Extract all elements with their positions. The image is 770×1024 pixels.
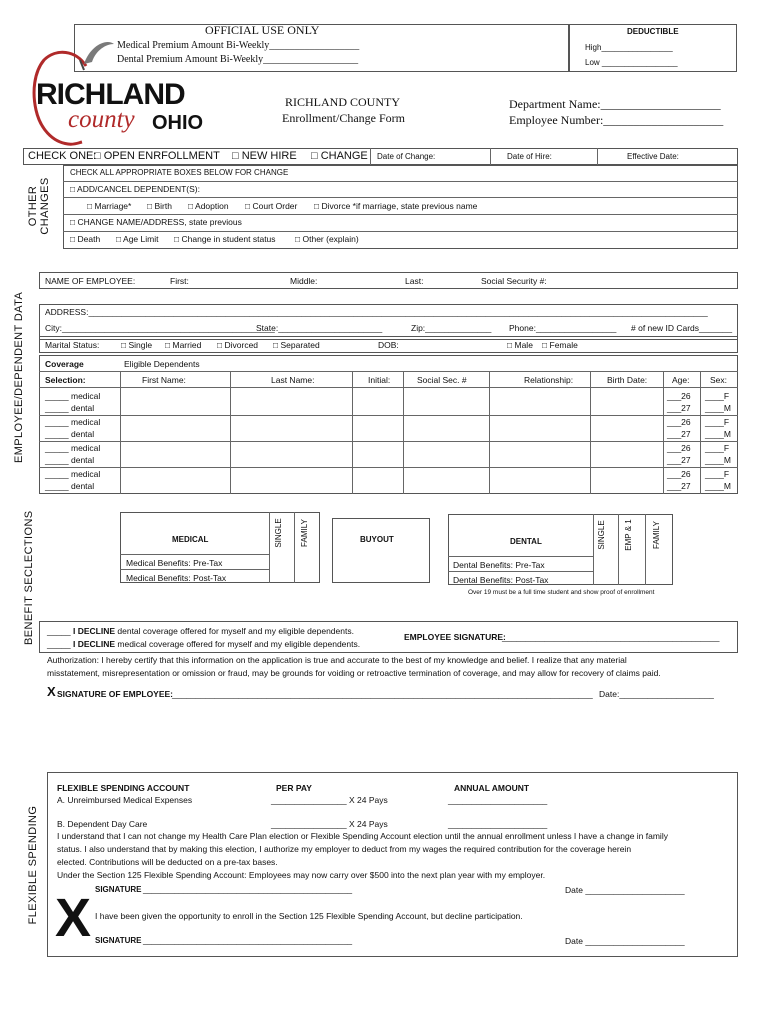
dep3-sex-f[interactable]: ____F [705,443,730,453]
fsa-a-annual-field[interactable]: _____________________ [448,795,548,805]
department-name-field[interactable]: Department Name:____________________ [509,97,721,111]
date-of-change-label: Date of Change: [377,152,436,161]
divorce-checkbox[interactable]: □ Divorce *if marriage, state previous name [314,201,478,211]
buyout-header: BUYOUT [360,535,394,544]
other-explain-checkbox[interactable]: □ Other (explain) [295,234,359,244]
other-side-1: OTHER [27,185,39,227]
medical-family-label: FAMILY [300,519,309,547]
marriage-checkbox[interactable]: □ Marriage* [87,201,132,211]
deductible-title: DEDUCTIBLE [627,27,679,36]
dob-label: DOB: [378,340,399,350]
over19-note: Over 19 must be a full time student and show proof of enrollment [468,589,655,596]
employee-name-row [39,272,738,289]
dep2-age27[interactable]: ___27 [667,429,691,439]
change-name-address-checkbox[interactable]: □ CHANGE NAME/ADDRESS, state previous [70,217,242,227]
date-of-hire-label: Date of Hire: [507,152,552,161]
dep4-medical[interactable]: _____ medical [45,469,101,479]
auth-date-field[interactable]: Date:____________________ [599,689,714,699]
change-checkbox[interactable]: □ CHANGE [311,150,368,162]
new-hire-checkbox[interactable]: □ NEW HIRE [232,150,297,162]
county-name: RICHLAND COUNTY [285,95,400,109]
fsa-paragraph-3: elected. Contributions will be deducted on a pre-tax bases. [57,857,278,867]
dental-header: DENTAL [510,537,542,546]
separated-checkbox[interactable]: □ Separated [273,340,320,350]
dep1-age27[interactable]: ___27 [667,403,691,413]
open-enrollment-checkbox[interactable]: □ OPEN ENRFOLLMENT [94,150,220,162]
student-status-checkbox[interactable]: □ Change in student status [174,234,276,244]
female-checkbox[interactable]: □ Female [542,340,578,350]
richland-county-logo [16,40,216,150]
decline-medical[interactable] [47,639,360,649]
fsa-signature-2-field[interactable]: _______________________________________________ [143,936,353,945]
first-name-label: First: [170,276,189,286]
fsa-signature-1-field[interactable]: _______________________________________________ [143,885,353,894]
state-field[interactable]: State:______________________ [256,323,383,333]
authorization-line2: misstatement, misrepresentation or omission or fraud, may be grounds for voiding or retroactive termination of coverage, and may allow for recovery of claims paid. [47,668,661,678]
dep3-dental[interactable]: _____ dental [45,455,95,465]
adoption-checkbox[interactable]: □ Adoption [188,201,229,211]
logo-richland: RICHLAND [36,78,185,111]
selection-label: Selection: [45,375,86,385]
add-cancel-dependent-checkbox[interactable]: □ ADD/CANCEL DEPENDENT(S): [70,184,200,194]
dep1-sex-m[interactable]: ____M [705,403,731,413]
dep-first-name-header: First Name: [142,375,186,385]
dep4-dental[interactable]: _____ dental [45,481,95,491]
fsa-date-2-field[interactable]: Date _____________________ [565,936,685,946]
birth-checkbox[interactable]: □ Birth [147,201,172,211]
decline-medical-keyword: I DECLINE [73,639,116,649]
signature-of-employee-field[interactable]: _________________________________________________________________________________________ [172,689,593,699]
check-all-label: CHECK ALL APPROPRIATE BOXES BELOW FOR CHANGE [70,168,289,177]
dep2-dental[interactable]: _____ dental [45,429,95,439]
dep-age-header: Age: [672,375,690,385]
flexible-spending-side-label: FLEXIBLE SPENDING [27,805,39,925]
dental-emp1-label: EMP & 1 [624,519,633,551]
logo-ohio: OHIO [152,112,204,134]
fsa-signature-2-label: SIGNATURE [95,936,142,945]
last-name-label: Last: [405,276,424,286]
dep-initial-header: Initial: [368,375,391,385]
zip-field[interactable]: Zip:______________ [411,323,492,333]
buyout-box[interactable] [332,518,430,583]
decline-dental-text: dental coverage offered for myself and my eligible dependents. [115,626,354,636]
form-title: Enrollment/Change Form [282,111,405,125]
marital-status-label: Marital Status: [45,340,100,350]
dep1-sex-f[interactable]: ____F [705,391,730,401]
fsa-paragraph-1: I understand that I can not change my Health Care Plan election or Flexible Spending Account election until the annual enrollment unless I have a change in family [57,831,668,841]
dep-relationship-header: Relationship: [524,375,574,385]
per-pay-header: PER PAY [276,783,312,793]
medical-premium-field[interactable]: Medical Premium Amount Bi-Weekly__________________ [117,40,360,51]
dep1-dental[interactable]: _____ dental [45,403,95,413]
fsa-option-b: B. Dependent Day Care [57,819,148,829]
id-cards-field[interactable]: # of new ID Cards_______ [631,323,733,333]
address-field[interactable]: ADDRESS:___________________________________________________________________________________________________________________________________ [45,307,708,317]
dental-single-label: SINGLE [597,520,606,550]
fsa-date-1-field[interactable]: Date _____________________ [565,885,685,895]
dep-socsec-header: Social Sec. # [417,375,467,385]
dental-posttax-option[interactable]: Dental Benefits: Post-Tax [453,575,549,585]
dep2-medical[interactable]: _____ medical [45,417,101,427]
fsa-option-a: A. Unreimbursed Medical Expenses [57,795,193,805]
official-title: OFFICIAL USE ONLY [205,23,320,37]
fsa-decline-text: I have been given the opportunity to enroll in the Section 125 Flexible Spending Account, but decline participation. [95,911,523,921]
dep-last-name-header: Last Name: [271,375,315,385]
deductible-high-field[interactable]: High________________ [585,43,673,52]
employee-signature-field[interactable]: ______________________________________________ [502,632,720,642]
dep1-medical[interactable]: _____ medical [45,391,101,401]
dep3-sex-m[interactable]: ____M [705,455,731,465]
fsa-b-per-pay-field[interactable]: ________________ X 24 Pays [271,819,388,829]
divorced-checkbox[interactable]: □ Divorced [217,340,259,350]
single-checkbox[interactable]: □ Single [121,340,153,350]
check-one-label: CHECK ONE: [28,150,97,162]
decline-medical-text: medical coverage offered for myself and my eligible dependents. [115,639,361,649]
dep4-sex-f[interactable]: ____F [705,469,730,479]
dep-birthdate-header: Birth Date: [607,375,648,385]
x-mark: X [47,684,56,699]
dental-premium-field[interactable]: Dental Premium Amount Bi-Weekly___________________ [117,54,359,65]
fsa-decline-x: X [55,888,92,948]
other-changes-side-label [27,176,53,236]
phone-field[interactable]: Phone:_________________ [509,323,617,333]
logo-county: county [68,106,135,133]
dep4-age26[interactable]: ___26 [667,469,691,479]
coverage-label: Coverage [45,359,84,369]
dep4-sex-m[interactable]: ____M [705,481,731,491]
dep4-age27[interactable]: ___27 [667,481,691,491]
dep2-sex-f[interactable]: ____F [705,417,730,427]
decline-medical-blank[interactable]: _____ [47,639,73,649]
signature-of-employee-label: SIGNATURE OF EMPLOYEE: [57,689,174,699]
medical-single-label: SINGLE [274,518,283,548]
fsa-a-per-pay-field[interactable]: ________________ X 24 Pays [271,795,388,805]
authorization-line1: Authorization: I hereby certify that this information on the application is true and accurate to the best of my knowledge and belief. I realize that any material [47,655,627,665]
medical-header: MEDICAL [172,535,209,544]
fsa-b-annual-field[interactable]: _____________________ [448,819,548,829]
fsa-paragraph-2: status. I also understand that by making this election, I authorize my employer to deduct from my wages the required contribution for the coverage herein [57,844,632,854]
court-order-checkbox[interactable]: □ Court Order [245,201,298,211]
death-checkbox[interactable]: □ Death [70,234,101,244]
dep-sex-header: Sex: [710,375,728,385]
fsa-paragraph-4: Under the Section 125 Flexible Spending Account: Employees may now carry over $500 into the next plan year with my employer. [57,870,546,880]
fsa-title: FLEXIBLE SPENDING ACCOUNT [57,783,190,793]
dental-family-label: FAMILY [652,521,661,549]
employee-number-field[interactable]: Employee Number:____________________ [509,113,724,127]
benefit-selections-side-label: BENEFIT SECLECTIONS [23,510,35,645]
employee-signature-label: EMPLOYEE SIGNATURE: [404,632,506,642]
fsa-signature-1-label: SIGNATURE [95,885,142,894]
eligible-dependents-label: Eligible Dependents [124,359,200,369]
decline-dental-keyword: I DECLINE [73,626,116,636]
dental-pretax-option[interactable]: Dental Benefits: Pre-Tax [453,560,545,570]
city-field[interactable]: City:_____________________________________________ [45,323,275,333]
dep2-age26[interactable]: ___26 [667,417,691,427]
ssn-label: Social Security #: [481,276,547,286]
dep2-sex-m[interactable]: ____M [705,429,731,439]
other-side-2: CHANGES [39,177,51,235]
dep3-age26[interactable]: ___26 [667,443,691,453]
male-checkbox[interactable]: □ Male [507,340,533,350]
medical-pretax-option[interactable]: Medical Benefits: Pre-Tax [126,558,223,568]
dep3-age27[interactable]: ___27 [667,455,691,465]
medical-posttax-option[interactable]: Medical Benefits: Post-Tax [126,573,227,583]
employee-dependent-side-label: EMPLOYEE/DEPENDENT DATA [13,291,25,463]
middle-name-label: Middle: [290,276,318,286]
annual-amount-header: ANNUAL AMOUNT [454,783,530,793]
age-limit-checkbox[interactable]: □ Age Limit [116,234,159,244]
decline-dental[interactable] [47,626,354,636]
decline-dental-blank[interactable]: _____ [47,626,73,636]
deductible-low-field[interactable]: Low _________________ [585,58,678,67]
effective-date-label: Effective Date: [627,152,679,161]
married-checkbox[interactable]: □ Married [165,340,202,350]
name-of-employee-label: NAME OF EMPLOYEE: [45,276,136,286]
dep1-age26[interactable]: ___26 [667,391,691,401]
dep3-medical[interactable]: _____ medical [45,443,101,453]
